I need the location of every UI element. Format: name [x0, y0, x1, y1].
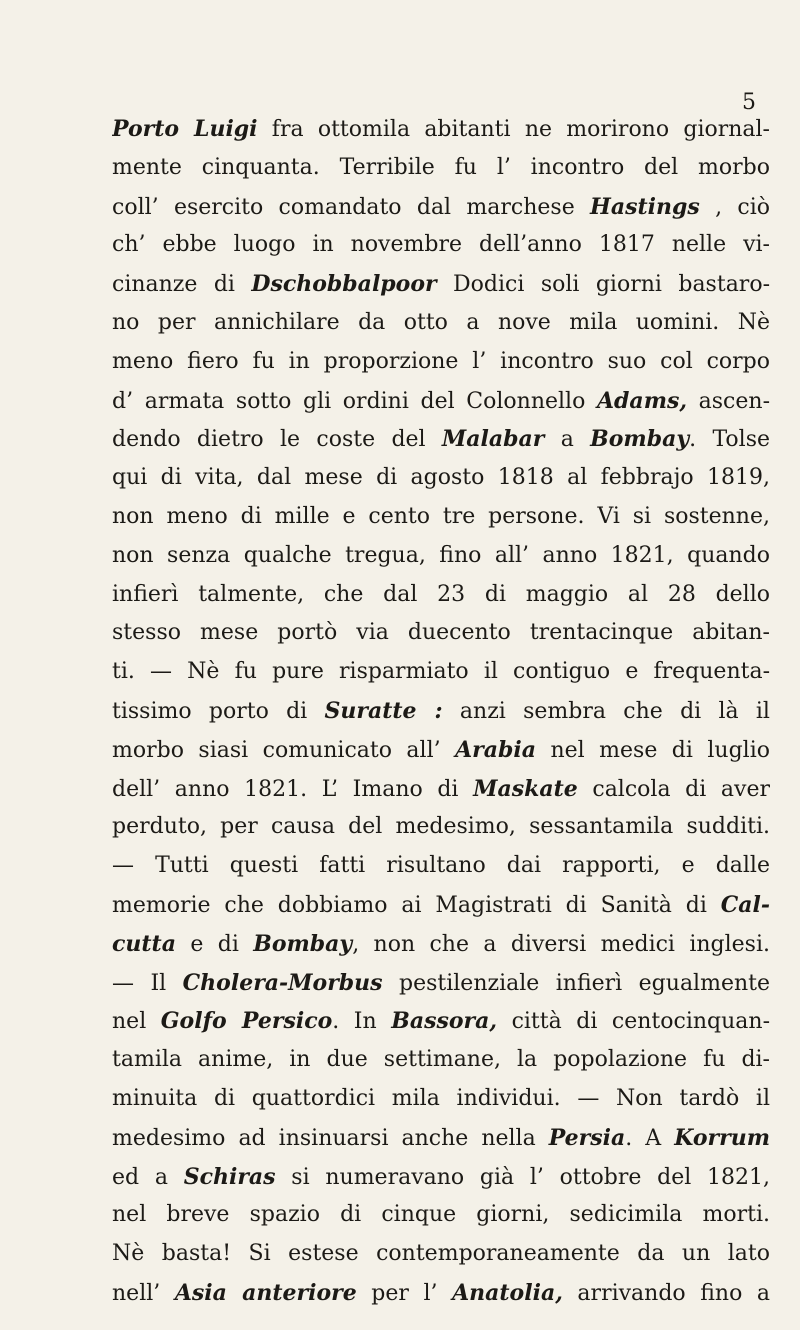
text-run: nel — [112, 1009, 161, 1035]
text-run: . A — [625, 1125, 675, 1151]
text-line — [112, 886, 770, 925]
italic-term: Hastings — [590, 193, 700, 220]
text-run: meno fiero fu in proporzione l’ incontro suo col corpo — [112, 348, 770, 374]
text-line — [112, 149, 770, 188]
text-run: cinanze di — [112, 272, 252, 298]
text-run: Dodici soli giorni bastaro- — [436, 272, 770, 298]
italic-term: Suratte : — [324, 697, 443, 724]
text-run: tamila anime, in due settimane, la popolazione fu di- — [112, 1047, 770, 1073]
text-run: nell’ — [112, 1280, 175, 1306]
text-line — [112, 265, 770, 304]
text-run: , ciò — [699, 194, 770, 220]
body-text — [112, 110, 770, 1313]
text-line — [112, 537, 770, 576]
text-run: no per annichilare da otto a nove mila uomini. Nè — [112, 309, 770, 335]
text-line — [112, 653, 770, 692]
italic-term: Golfo Persico — [160, 1008, 333, 1035]
text-line — [112, 964, 770, 1003]
text-run: nel mese di luglio — [536, 737, 770, 763]
text-run: minuita di quattordici mila individui. — Non tardò il — [112, 1085, 770, 1111]
text-line — [112, 1041, 770, 1080]
page-number: 5 — [742, 90, 756, 115]
text-run: ascen- — [687, 388, 770, 414]
italic-term: Cholera-Morbus — [182, 969, 383, 996]
text-run: anzi sembra che di là il — [442, 698, 770, 724]
text-line — [112, 808, 770, 847]
text-run: fra ottomila abitanti ne morirono giornal- — [257, 117, 770, 142]
text-line — [112, 459, 770, 498]
italic-term: Arabia — [455, 736, 536, 763]
text-run: dell’ anno 1821. L’ Imano di — [112, 776, 474, 802]
text-run: perduto, per causa del medesimo, sessantamila sudditi. — [112, 814, 770, 840]
text-line — [112, 614, 770, 653]
text-run: . Tolse — [689, 427, 770, 453]
italic-term: Bombay — [253, 930, 353, 957]
text-run: — Tutti questi fatti risultano dai rapporti, e dalle — [112, 853, 770, 879]
text-run: mente cinquanta. Terribile fu l’ incontro del morbo — [112, 154, 770, 180]
text-run: d’ armata sotto gli ordini del Colonnello — [112, 388, 597, 414]
text-line — [112, 576, 770, 615]
text-run: nel breve spazio di cinque giorni, sedicimila morti. — [112, 1202, 770, 1228]
text-line — [112, 692, 770, 731]
text-run: . In — [332, 1009, 392, 1035]
text-line — [112, 731, 770, 770]
text-run: dendo dietro le coste del — [112, 427, 442, 453]
text-run: calcola di aver — [577, 776, 770, 802]
italic-term: Schiras — [183, 1163, 276, 1190]
italic-term: Adams, — [596, 387, 688, 414]
text-line — [112, 188, 770, 227]
text-line — [112, 1080, 770, 1119]
text-line — [112, 343, 770, 382]
italic-term: Malabar — [441, 426, 545, 453]
text-run: non senza qualche tregua, fino all’ anno 1821, quando — [112, 542, 770, 568]
text-run: e di — [175, 931, 254, 957]
italic-term: Persia — [548, 1124, 626, 1151]
text-line — [112, 304, 770, 343]
text-run: coll’ esercito comandato dal marchese — [112, 194, 591, 220]
text-run: morbo siasi comunicato all’ — [112, 737, 456, 763]
text-line — [112, 110, 770, 149]
text-run: ch’ ebbe luogo in novembre dell’anno 1817 nelle vi- — [112, 232, 770, 258]
text-line — [112, 226, 770, 265]
italic-term: Cal- — [720, 891, 770, 918]
text-line — [112, 420, 770, 459]
text-run: — Il — [112, 970, 183, 996]
text-run: ed a — [112, 1164, 184, 1190]
text-run: non meno di mille e cento tre persone. Vi si sostenne, — [112, 503, 770, 529]
text-line — [112, 770, 770, 809]
text-run: memorie che dobbiamo ai Magistrati di Sanità di — [112, 892, 721, 918]
italic-term: Anatolia, — [452, 1279, 563, 1306]
text-line — [112, 1158, 770, 1197]
text-line — [112, 382, 770, 421]
italic-term: Porto Luigi — [112, 116, 258, 142]
text-line — [112, 498, 770, 537]
text-run: qui di vita, dal mese di agosto 1818 al febbrajo 1819, — [112, 465, 770, 491]
italic-term: Asia anteriore — [174, 1279, 357, 1306]
italic-term: Bassora, — [391, 1008, 498, 1035]
text-line — [112, 925, 770, 964]
text-run: arrivando fino a — [562, 1280, 770, 1306]
italic-term: Dschobbalpoor — [251, 271, 437, 298]
text-line — [112, 1119, 770, 1158]
text-line — [112, 1274, 770, 1313]
text-run: stesso mese portò via duecento trentacinque abitan- — [112, 620, 770, 646]
text-line — [112, 1196, 770, 1235]
text-run: per l’ — [356, 1280, 453, 1306]
text-run: pestilenziale infierì egualmente — [382, 970, 770, 996]
text-line — [112, 1235, 770, 1274]
text-run: , non che a diversi medici inglesi. — [352, 931, 770, 957]
text-run: città di centocinquan- — [497, 1009, 770, 1035]
text-run: Nè basta! Si estese contemporaneamente da un lato — [112, 1241, 770, 1267]
italic-term: cutta — [112, 930, 176, 957]
text-run: si numeravano già l’ ottobre del 1821, — [275, 1164, 770, 1190]
text-line — [112, 1002, 770, 1041]
text-run: a — [544, 427, 591, 453]
italic-term: Bombay — [590, 426, 690, 453]
italic-term: Korrum — [674, 1124, 770, 1151]
italic-term: Maskate — [473, 775, 578, 802]
text-run: tissimo porto di — [112, 698, 325, 724]
text-run: infierì talmente, che dal 23 di maggio al 28 dello — [112, 581, 770, 607]
text-run: medesimo ad insinuarsi anche nella — [112, 1125, 549, 1151]
text-run: ti. — Nè fu pure risparmiato il contiguo e frequenta- — [112, 659, 770, 685]
text-line — [112, 847, 770, 886]
